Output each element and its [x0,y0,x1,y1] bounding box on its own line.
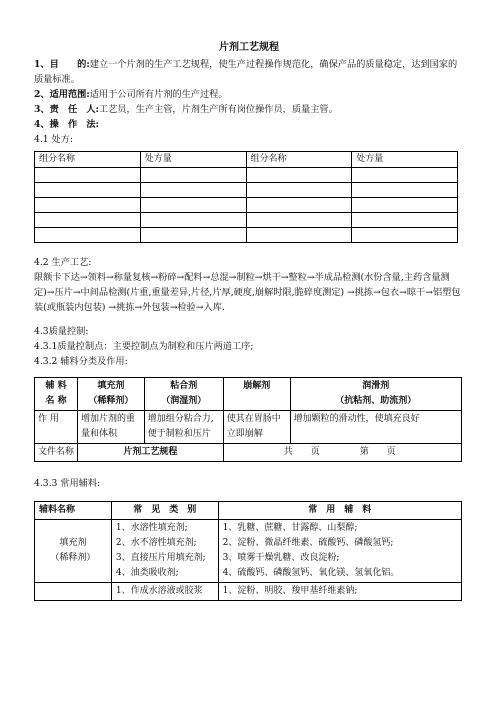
list-item: 4、油类吸收剂; [115,568,179,578]
table-cell: 文件名称 [35,444,78,462]
table-cell [35,198,141,213]
table-row [35,502,462,520]
table-cell [140,228,246,243]
header-cell: 组分名称 [35,152,141,168]
table-cell: 1、淀粉、明胶、羧甲基纤维素钠; [218,583,461,601]
header-text: （稀释剂） [88,396,134,406]
section-prescription: 4.1 处方: [34,134,74,145]
table-cell: 增加片剂的重量和体积 [78,411,145,444]
document-page [34,40,464,601]
header-text: 填充剂 [97,381,125,391]
section-responsible [34,102,464,117]
list-item: 1、水溶性填充剂; [115,523,188,533]
list-item: 4、硫酸钙、磷酸氢钙、氧化镁、氢氧化铝。 [222,568,400,578]
table-row [35,411,462,444]
table-cell [140,183,246,198]
table-cell [246,228,352,243]
header-cell [35,378,78,411]
table-cell: 使其在胃肠中立即崩解 [223,411,290,444]
table-cell [140,198,246,213]
header-cell: 辅料名称 [35,502,112,520]
table-row [35,213,458,228]
common-aux-table [34,501,462,601]
table-cell: 1、作成水溶液或胶浆 [111,583,218,601]
table-cell [352,168,458,183]
list-item: 2、淀粉、微晶纤维素、硫酸钙、磷酸氢钙; [222,538,394,548]
table-cell [246,168,352,183]
header-cell: 常 用 辅 料 [218,502,461,520]
list-item: 2、水不溶性填充剂; [115,538,197,548]
table-cell [246,213,352,228]
table-cell [35,213,141,228]
table-cell [140,168,246,183]
header-text: 辅 料 [45,381,67,391]
section-quality: 4.3质量控制: [34,326,89,337]
table-cell: 增加组分粘合力,便于制粒和压片 [144,411,223,444]
table-row [35,198,458,213]
header-cell: 崩解剂 [223,378,290,411]
table-row [35,520,462,583]
table-cell [246,183,352,198]
header-cell: 处方量 [140,152,246,168]
cell-text: 填充剂 [59,538,87,548]
section-process: 4.2 生产工艺: [34,257,92,268]
table-cell: 作 用 [35,411,78,444]
header-text: （抗粘剂、助流剂） [335,396,417,406]
aux-class-table [34,377,462,462]
process-flow-text: 限额卡下达→领料→称量复核→粉碎→配料→总混→制粒→烘干→整粒→半成品检测(水份含量,主药含量测定)→压片→中间品检测(片重,重量差异,片径,片厚,硬度,崩解时限,脆碎度测定) →挑拣→包衣→晾干→铝塑包装(或瓶装内包装) →挑拣→外包装→检验→入库. [34,272,461,313]
table-row [35,228,458,243]
header-text: 润滑剂 [362,381,390,391]
table-cell [140,213,246,228]
table-row [35,168,458,183]
table-cell [352,198,458,213]
table-cell [111,520,218,583]
scope-label: 2、适用范围: [34,89,90,100]
prescription-table [34,151,458,243]
responsible-text: 工艺员，生产主管，片剂生产所有岗位操作员，质量主管。 [98,104,338,115]
page-total: 共 页 [283,447,320,457]
table-cell [218,520,461,583]
cell-text: （稀释剂） [50,553,96,563]
list-item: 3、直接压片用填充剂; [115,553,206,563]
table-cell: 增加颗粒的滑动性，使填充良好 [290,411,461,444]
header-cell [290,378,461,411]
section-aux-classes: 4.3.2 辅料分类及作用: [34,356,128,367]
page-number: 第 页 [359,447,396,457]
header-cell: 常 见 类 别 [111,502,218,520]
table-row [35,378,462,411]
table-row [35,444,462,462]
table-cell [246,198,352,213]
section-scope [34,87,464,102]
section-common-aux: 4.3.3 常用辅料: [34,478,101,489]
section-purpose [34,57,464,87]
scope-text: 适用于公司所有片剂的生产过程。 [89,89,228,100]
procedure-label: 4、操 作 法: [34,119,99,130]
table-row [35,583,462,601]
table-cell [223,444,461,462]
header-cell: 处方量 [352,152,458,168]
table-cell [352,183,458,198]
header-text: 名 称 [45,396,67,406]
table-cell [35,183,141,198]
table-row [35,152,458,168]
table-cell: 片剂工艺规程 [78,444,224,462]
header-text: 粘合剂 [170,381,198,391]
list-item: 3、喷雾干燥乳糖、改良淀粉; [222,553,340,563]
purpose-text: 建立一个片剂的生产工艺规程，使生产过程操作规范化，确保产品的质量稳定，达到国家的质量标准。 [34,59,458,85]
header-cell [78,378,145,411]
section-procedure [34,117,464,132]
table-row [35,183,458,198]
header-cell: 组分名称 [246,152,352,168]
table-cell [352,228,458,243]
list-item: 1、乳糖、蔗糖、甘露醇、山梨醇; [222,523,358,533]
purpose-label: 1、目 的: [34,59,90,70]
header-cell [144,378,223,411]
table-cell [35,520,112,583]
responsible-label: 3、责 任 人: [34,104,99,115]
quality-control-points: 4.3.1质量控制点：主要控制点为制粒和压片两道工序; [34,341,254,352]
table-cell [35,168,141,183]
table-cell [352,213,458,228]
table-cell [35,228,141,243]
document-title: 片剂工艺规程 [219,42,279,53]
header-text: （润湿剂） [161,396,207,406]
table-cell [35,583,112,601]
